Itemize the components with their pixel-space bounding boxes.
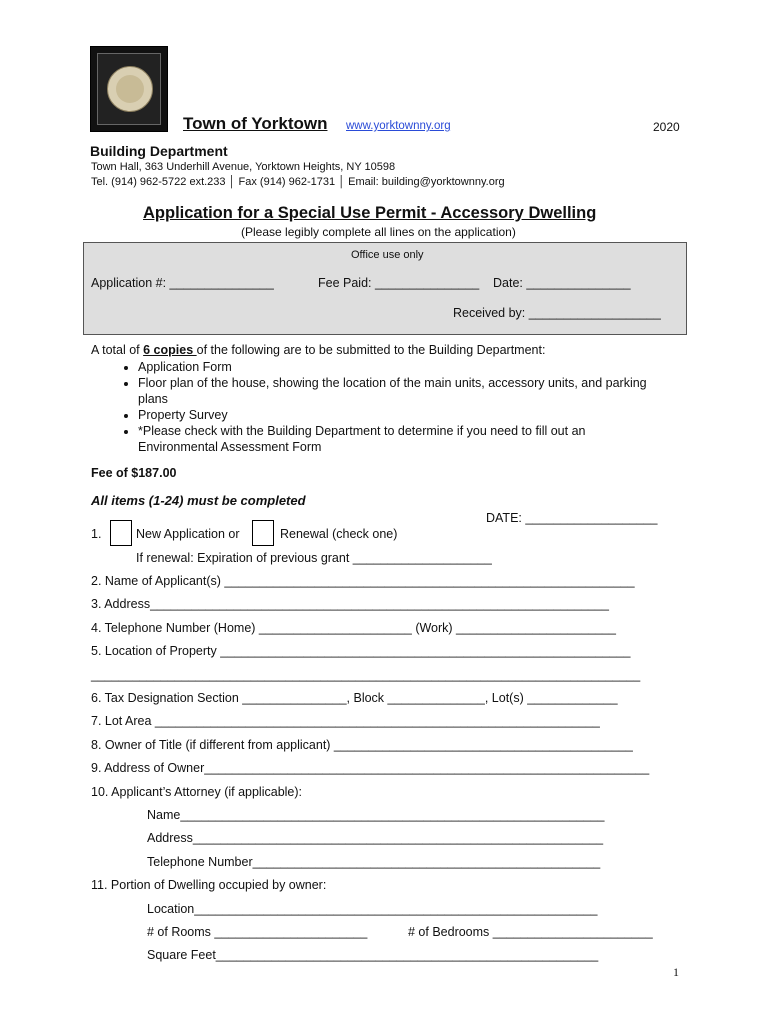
copies-prefix: A total of [91,343,144,357]
fee-paid-field[interactable]: Fee Paid: _______________ [318,276,480,290]
square-feet-field[interactable]: Square Feet_______________________________________________________ [147,948,599,962]
page-number: 1 [673,965,679,979]
attorney-phone-field[interactable]: Telephone Number__________________________________________________ [147,855,601,869]
department-contact: Tel. (914) 962-5722 ext.233 │ Fax (914) 962-1731 │ Email: building@yorktownny.org [91,176,505,188]
renewal-label: Renewal (check one) [280,527,398,541]
attorney-heading: 10. Applicant’s Attorney (if applicable): [91,785,303,799]
owner-portion-heading: 11. Portion of Dwelling occupied by owner: [91,878,327,892]
town-name: Town of Yorktown [183,114,328,133]
form-title: Application for a Special Use Permit - Accessory Dwelling [143,204,597,222]
address-field[interactable]: 3. Address__________________________________________________________________ [91,597,609,611]
owner-location-field[interactable]: Location__________________________________________________________ [147,902,598,916]
application-number-field[interactable]: Application #: _______________ [91,276,274,290]
town-seal-logo [90,46,168,132]
list-item: • Floor plan of the house, showing the location of the main units, accessory units, and parking plans [138,375,658,407]
received-by-field[interactable]: Received by: ___________________ [453,306,661,320]
list-item: • Application Form [138,359,658,375]
list-item: • Property Survey [138,407,658,423]
property-location-line-2[interactable]: _______________________________________________________________________________ [91,668,641,682]
department-name: Building Department [90,143,228,159]
office-use-label: Office use only [351,249,424,261]
owner-address-field[interactable]: 9. Address of Owner________________________________________________________________ [91,761,650,775]
copies-count: 6 copies [143,343,197,357]
required-documents-list [121,359,658,455]
department-address: Town Hall, 363 Underhill Avenue, Yorktown Heights, NY 10598 [91,161,396,173]
fee-amount: Fee of $187.00 [91,466,177,480]
rooms-field[interactable]: # of Rooms ______________________ [147,925,368,939]
copies-suffix: of the following are to be submitted to the Building Department: [196,343,546,357]
copies-instruction [91,343,545,357]
bedrooms-field[interactable]: # of Bedrooms _______________________ [408,925,653,939]
new-application-checkbox[interactable] [110,520,132,546]
renewal-checkbox[interactable] [252,520,274,546]
attorney-address-field[interactable]: Address___________________________________________________________ [147,831,604,845]
attorney-name-field[interactable]: Name_____________________________________________________________ [147,808,605,822]
list-item: • *Please check with the Building Department to determine if you need to fill out an Environmental Assessment Form [138,423,658,455]
renewal-expiration-field[interactable]: If renewal: Expiration of previous grant ____________________ [136,551,492,565]
tax-designation-field[interactable]: 6. Tax Designation Section _______________, Block ______________, Lot(s) _____________ [91,691,618,705]
office-date-field[interactable]: Date: _______________ [493,276,631,290]
lot-area-field[interactable]: 7. Lot Area ________________________________________________________________ [91,714,600,728]
owner-of-title-field[interactable]: 8. Owner of Title (if different from applicant) ___________________________________________ [91,738,633,752]
website-link[interactable]: www.yorktownny.org [346,120,451,132]
new-application-label: New Application or [136,527,240,541]
telephone-field[interactable]: 4. Telephone Number (Home) ______________________ (Work) _______________________ [91,621,616,635]
property-location-field[interactable]: 5. Location of Property ___________________________________________________________ [91,644,631,658]
form-year: 2020 [653,120,680,134]
date-field[interactable]: DATE: ___________________ [486,511,658,525]
all-items-note: All items (1-24) must be completed [91,493,306,508]
item-1-number: 1. [91,527,102,541]
form-subtitle: (Please legibly complete all lines on the application) [241,225,516,239]
applicant-name-field[interactable]: 2. Name of Applicant(s) ___________________________________________________________ [91,574,635,588]
